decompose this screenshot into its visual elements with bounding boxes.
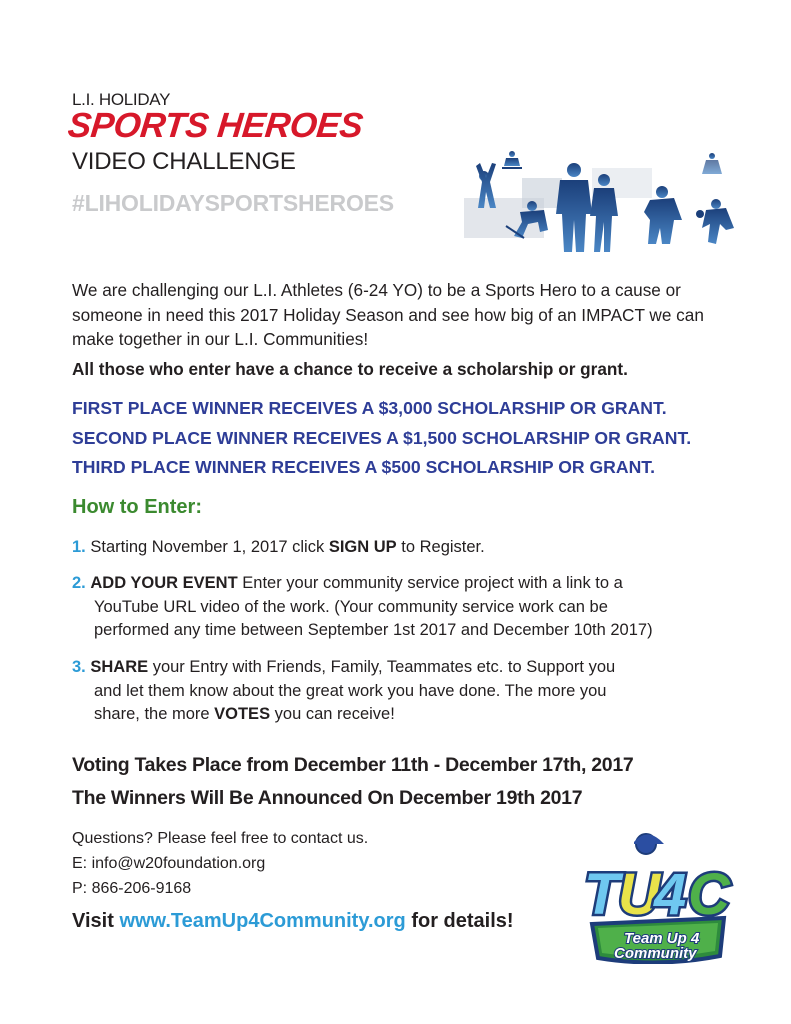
header-subtitle: VIDEO CHALLENGE <box>72 148 296 175</box>
step-number: 2. <box>72 574 86 592</box>
step-keyword: SIGN UP <box>328 538 397 556</box>
step-1 <box>72 536 712 560</box>
step-text: Starting November 1, 2017 click <box>90 538 329 556</box>
voting-info <box>72 749 633 815</box>
visit-suffix: for details! <box>405 910 514 932</box>
contact-phone[interactable]: P: 866-206-9168 <box>72 880 192 897</box>
step-text: share, the more <box>94 705 215 723</box>
intro-paragraph: We are challenging our L.I. Athletes (6-24 YO) to be a Sports Hero to a cause or someone in need this 2017 Holiday Season and see how big of an IMPACT we can make together in our L.I. Communities! <box>72 280 704 349</box>
header-main-title: SPORTS HEROES <box>66 106 365 145</box>
header-top-line: L.I. HOLIDAY <box>72 90 171 109</box>
step-text: to Register. <box>396 538 485 556</box>
website-link[interactable]: www.TeamUp4Community.org <box>119 910 406 932</box>
how-to-enter-heading: How to Enter: <box>72 496 202 518</box>
step-2 <box>72 572 712 643</box>
prize-third: THIRD PLACE WINNER RECEIVES A $500 SCHOLARSHIP OR GRANT. <box>72 457 655 477</box>
hashtag: #LIHOLIDAYSPORTSHEROES <box>72 190 394 216</box>
step-number: 3. <box>72 658 86 676</box>
logo-line1: Team Up 4 <box>624 930 700 947</box>
step-number: 1. <box>72 538 86 556</box>
scholarship-note: All those who enter have a chance to receive a scholarship or grant. <box>72 359 628 379</box>
winner-announcement: The Winners Will Be Announced On December 19th 2017 <box>72 787 583 809</box>
step-keyword: SHARE <box>90 658 149 676</box>
step-text: performed any time between September 1st 2017 and December 10th 2017) <box>94 621 653 639</box>
svg-text:4: 4 <box>654 862 687 927</box>
svg-text:T: T <box>584 862 620 927</box>
svg-text:C: C <box>688 862 730 927</box>
prize-list <box>72 394 691 483</box>
svg-text:U: U <box>618 862 660 927</box>
contact-question: Questions? Please feel free to contact us. <box>72 830 369 847</box>
step-text: and let them know about the great work you have done. The more you <box>94 681 607 700</box>
athletes-silhouette-image <box>462 148 742 256</box>
step-text: Enter your community service project with a link to a <box>237 574 623 592</box>
teamup4community-logo <box>578 828 738 964</box>
step-text: YouTube URL video of the work. (Your community service work can be <box>94 597 608 616</box>
logo-line2: Community <box>614 945 697 962</box>
visit-line <box>72 910 514 933</box>
contact-email[interactable]: E: info@w20foundation.org <box>72 855 266 872</box>
contact-block <box>72 826 368 901</box>
prize-first: FIRST PLACE WINNER RECEIVES A $3,000 SCHOLARSHIP OR GRANT. <box>72 398 667 418</box>
step-keyword: ADD YOUR EVENT <box>90 574 238 592</box>
visit-prefix: Visit <box>72 910 120 932</box>
step-keyword: VOTES <box>214 705 271 723</box>
step-text-last-line <box>72 703 712 727</box>
step-text: you can receive! <box>270 705 395 723</box>
step-text: your Entry with Friends, Family, Teammates etc. to Support you <box>148 658 616 676</box>
step-3 <box>72 656 712 727</box>
voting-dates: Voting Takes Place from December 11th - December 17th, 2017 <box>72 754 634 776</box>
prize-second: SECOND PLACE WINNER RECEIVES A $1,500 SCHOLARSHIP OR GRANT. <box>72 427 692 448</box>
